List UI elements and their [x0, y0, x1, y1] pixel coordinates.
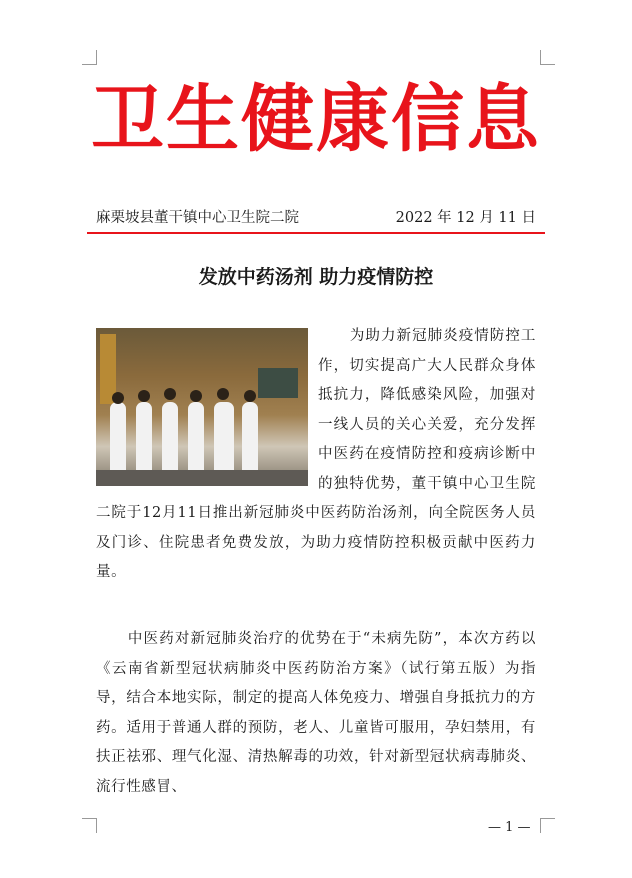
staff-group-photo — [96, 328, 308, 486]
crop-mark-top-left — [82, 50, 97, 65]
crop-mark-top-right — [540, 50, 555, 65]
page-number: — 1 — — [488, 820, 531, 835]
header-rule — [87, 232, 545, 234]
paragraph-1-text: 为助力新冠肺炎疫情防控工作，切实提高广大人民群众身体抵抗力，降低感染风险，加强对一线人员的关心关爱，充分发挥中医药在疫情防控和疫病诊断中的独特优势，董干镇中心卫生院二院于12月11日推出新冠肺炎中医药防治汤剂，向全院医务人员及门诊、住院患者免费发放，为助力疫情防控积极贡献中医药力量。 — [96, 328, 536, 580]
issuing-organization: 麻栗坡县董干镇中心卫生院二院 — [96, 210, 299, 226]
article-title: 发放中药汤剂 助力疫情防控 — [198, 266, 434, 288]
issue-date: 2022 年 12 月 11 日 — [395, 210, 536, 226]
paragraph-1 — [96, 322, 536, 588]
crop-mark-bottom-left — [82, 818, 97, 833]
masthead-title: 卫生健康信息 — [91, 77, 541, 162]
paragraph-2-text: 中医药对新冠肺炎治疗的优势在于“未病先防”，本次方药以《云南省新型冠状病肺炎中医药防治方案》（试行第五版）为指导，结合本地实际，制定的提高人体免疫力、增强自身抵抗力的方药。适用于普通人群的预防，老人、儿童皆可服用，孕妇禁用，有扶正祛邪、理气化湿、清热解毒的功效，针对新型冠状病毒肺炎、流行性感冒、 — [96, 631, 536, 795]
paragraph-2 — [96, 625, 536, 802]
crop-mark-bottom-right — [540, 818, 555, 833]
